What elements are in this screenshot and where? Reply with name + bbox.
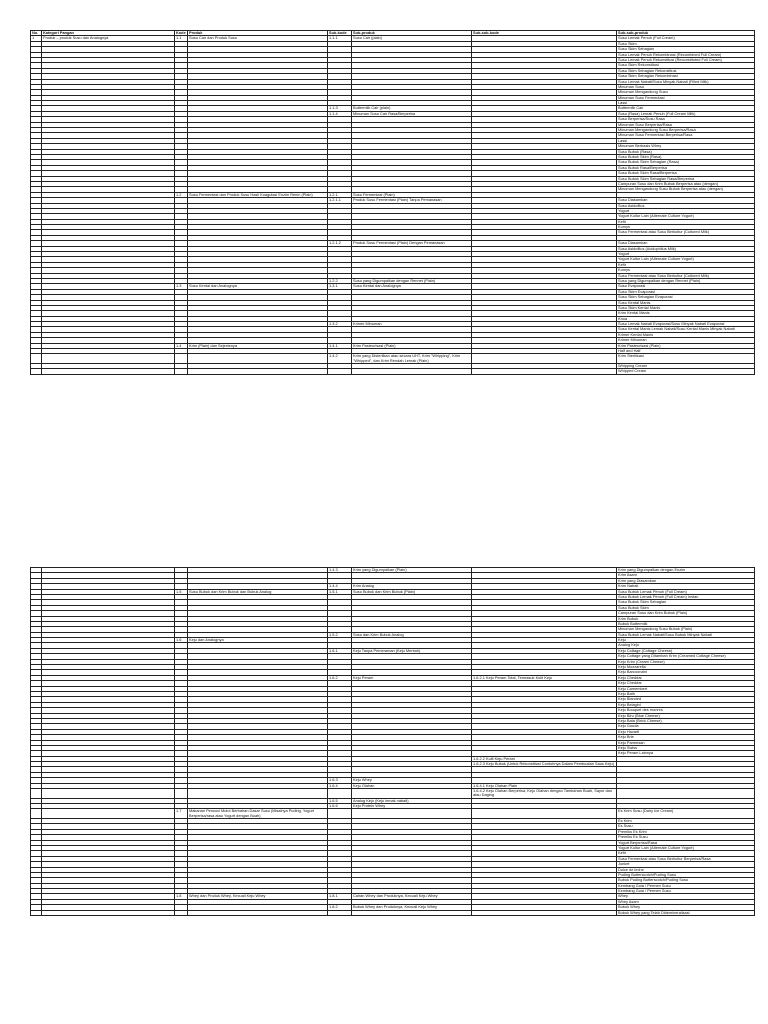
table-cell: 1.3.1 bbox=[328, 284, 352, 289]
table-cell: 1.6.3 bbox=[328, 778, 352, 783]
table-cell: Susu Cair dan Produk Susu bbox=[188, 36, 328, 41]
table-cell bbox=[175, 910, 188, 915]
table-cell: Yogurt Kultur Lain (Alternate Culture Yogurt) bbox=[617, 214, 755, 219]
table-cell bbox=[175, 369, 188, 374]
table-cell bbox=[42, 910, 175, 915]
table-cell: 1.1 bbox=[175, 36, 188, 41]
table-cell bbox=[31, 369, 42, 374]
table-cell: Bubuk Whey bbox=[617, 905, 755, 910]
table-cell: Campuran Susu dan Krim Bubuk Berperisa atau (dengan) bbox=[617, 181, 755, 186]
table-cell: 1.7 bbox=[175, 809, 188, 819]
table-cell: Susu Bubuk Lemak Penuh (Full Cream) Instan bbox=[617, 594, 755, 599]
table-cell: Minuman Susu Fermentasi bbox=[617, 95, 755, 100]
table-row bbox=[31, 910, 755, 915]
table-cell: Keju Protein Whey bbox=[352, 804, 472, 809]
table-cell bbox=[31, 910, 42, 915]
table-cell: 1.3.2 bbox=[328, 322, 352, 327]
table-cell: 1.6.6 bbox=[328, 804, 352, 809]
table-cell: Susu Asidofilus (Acidophilus Milk) bbox=[617, 246, 755, 251]
table-cell: Produk Susu Fermentasi (Plain) Tanpa Pemanasan bbox=[352, 198, 472, 203]
table-cell: Keju Krim (Cream Cheese) bbox=[617, 659, 755, 664]
table-cell: Keju Barcoonzini bbox=[617, 670, 755, 675]
table-cell: Susu Skim Kental Manis bbox=[617, 305, 755, 310]
table-cell: Krim Sterilisasi bbox=[617, 354, 755, 364]
table-cell: Krim Nabati bbox=[617, 584, 755, 589]
table-cell: 1.1.3 bbox=[328, 106, 352, 111]
table-cell: Krim Analog bbox=[352, 584, 472, 589]
table-cell: 1.5.1 bbox=[328, 589, 352, 594]
table-cell: Cairan Whey dan Produknya, Kecuali Keju Whey bbox=[352, 894, 472, 899]
table-cell: 1.6.2.3 Keju Bubuk (Untuk Rekonstitusi Contohnya Dalam Pembuatan Saus Keju) bbox=[472, 762, 617, 767]
table-cell: Susu Diasamkan bbox=[617, 241, 755, 246]
table-cell: 1.8.2 bbox=[328, 905, 352, 910]
table-cell: Keju Olahan bbox=[352, 783, 472, 788]
table-cell: Keju bbox=[617, 638, 755, 643]
column-header: Sub-kode bbox=[328, 31, 352, 36]
table-cell bbox=[31, 809, 42, 819]
table-cell bbox=[617, 789, 755, 799]
table-cell: Krim Pasteurisasi (Plain) bbox=[617, 343, 755, 348]
table-cell: Dulce de leche bbox=[617, 867, 755, 872]
table-cell: Keju Brie bbox=[617, 735, 755, 740]
table-cell: Bubuk Whey dan Produknya, Kecuali Keju Whey bbox=[352, 905, 472, 910]
table-row bbox=[31, 369, 755, 374]
table-cell: Krim yang Diasamkan bbox=[617, 578, 755, 583]
table-cell: Susu yang Digumpalkan dengan Rennet (Plain) bbox=[617, 278, 755, 283]
table-cell: Krim Kental Manis bbox=[617, 311, 755, 316]
table-cell: 1.6.1 bbox=[328, 648, 352, 653]
table-cell bbox=[352, 369, 472, 374]
table-cell bbox=[42, 354, 175, 364]
table-cell: Whipping Cream bbox=[617, 364, 755, 369]
food-category-table-top bbox=[30, 30, 755, 375]
column-header: Sub-sub-produk bbox=[617, 31, 755, 36]
table-cell: 1.8 bbox=[175, 894, 188, 899]
table-cell: Susu yang Digumpalkan dengan Rennet (Plain) bbox=[352, 278, 472, 283]
table-cell: Half and Half bbox=[617, 349, 755, 354]
table-cell: 1.6.2 bbox=[328, 675, 352, 680]
table-row bbox=[31, 354, 755, 364]
table-cell: Susu Lemak Nabati/Susu Minyak Nabati (Filled Milk) bbox=[617, 79, 755, 84]
table-cell: 1.5.2 bbox=[328, 632, 352, 637]
table-cell: Susu Skim Sebagian Evaporasi bbox=[617, 295, 755, 300]
table-cell bbox=[31, 354, 42, 364]
table-cell: Susu Kental dan Analognya bbox=[188, 284, 328, 289]
table-cell: 1.6.5 bbox=[328, 798, 352, 803]
table-cell: Krim Bubuk bbox=[617, 616, 755, 621]
table-cell: Susu Kental Manis bbox=[617, 300, 755, 305]
table-cell: Susu Berperisa/Susu Rasa bbox=[617, 117, 755, 122]
table-cell: Produk – produk Susu dan Analognya bbox=[42, 36, 175, 41]
table-cell: Kefir bbox=[617, 219, 755, 224]
table-cell: Krimer Minuman bbox=[617, 338, 755, 343]
table-cell: Minuman Berbasis Whey bbox=[617, 144, 755, 149]
table-cell: Keju Cheddar bbox=[617, 675, 755, 680]
table-cell bbox=[188, 354, 328, 364]
table-cell: Susu Bubuk Skim Rasa/Berperisa bbox=[617, 171, 755, 176]
table-cell: Minuman Susu bbox=[617, 84, 755, 89]
table-cell: Keju Belagini bbox=[617, 702, 755, 707]
table-cell: 1.2.1.2 bbox=[328, 241, 352, 246]
table-cell: Kefir bbox=[617, 262, 755, 267]
table-cell: Keju Parmesan bbox=[617, 740, 755, 745]
table-cell: Susu Skim bbox=[617, 41, 755, 46]
table-cell: Kumys bbox=[617, 225, 755, 230]
table-cell bbox=[328, 789, 352, 799]
table-cell: 1.4.1 bbox=[328, 343, 352, 348]
table-cell: 1.2.1.1 bbox=[328, 198, 352, 203]
table-cell: Susu Evaporasi bbox=[617, 284, 755, 289]
table-cell: Junket bbox=[617, 862, 755, 867]
table-cell bbox=[175, 789, 188, 799]
table-cell: Kembang Gula / Permen Susu bbox=[617, 889, 755, 894]
table-cell: Whey bbox=[617, 894, 755, 899]
table-cell: Susu Kental Manis Lemak Nabati/Susu Kental Manis Minyak Nabati bbox=[617, 327, 755, 332]
table-cell: 1 bbox=[31, 36, 42, 41]
table-cell: Krimer Kental Manis bbox=[617, 332, 755, 337]
table-cell: Keju Cheddar bbox=[617, 681, 755, 686]
table-cell bbox=[175, 354, 188, 364]
table-cell bbox=[352, 809, 472, 819]
table-cell: Keju Biru (Blue Cheese) bbox=[617, 713, 755, 718]
table-cell: Minuman Susu Fermentasi Berperisa/Rasa bbox=[617, 133, 755, 138]
column-header: Sub-produk bbox=[352, 31, 472, 36]
table-cell: Krim yang Disterilkan atau secara UHT, Krim "Whipping", Krim "Whipped", dan Krim Rendah Lemak (Plain) bbox=[352, 354, 472, 364]
table-cell: Susu Fermentasi atau Susu Berkultur (Cultured Milk) bbox=[617, 230, 755, 235]
table-cell: Premiks Es Krim bbox=[617, 829, 755, 834]
table-cell bbox=[472, 809, 617, 819]
table-cell: 1.2 bbox=[175, 192, 188, 197]
table-cell: Keju Cottage yang Ditambah Krim (Creamed Cottage Cheese) bbox=[617, 654, 755, 659]
table-cell: Krim yang Digumpalkan (Plain) bbox=[352, 568, 472, 573]
table-cell: Krim Asam bbox=[617, 573, 755, 578]
table-cell: Es Susu bbox=[617, 824, 755, 829]
table-cell: Susu Bubuk (Rasa) bbox=[617, 149, 755, 154]
table-cell: Puding Butterscotch/Puding Susu bbox=[617, 872, 755, 877]
table-cell: Minuman Mengandung Susu bbox=[617, 90, 755, 95]
table-cell: Buttermilk Cair bbox=[617, 106, 755, 111]
table-cell: 1.6.2.2 Kulit Keju Peram bbox=[472, 756, 617, 761]
table-cell: Keju Swiss bbox=[617, 745, 755, 750]
table-cell: Premiks Es Susu bbox=[617, 835, 755, 840]
table-cell: Susu Diasamkan bbox=[617, 198, 755, 203]
table-cell: Susu Fermentasi atau Susu Berkultur Berperisa/Rasa bbox=[617, 856, 755, 861]
table-row bbox=[31, 789, 755, 799]
table-cell bbox=[188, 789, 328, 799]
table-cell: Analog Keju bbox=[617, 643, 755, 648]
table-cell bbox=[42, 809, 175, 819]
column-header: Kode bbox=[176, 30, 186, 35]
table-cell: 1.5 bbox=[175, 589, 188, 594]
table-cell: Susu dan Krim Bubuk Analog bbox=[352, 632, 472, 637]
table-cell bbox=[472, 369, 617, 374]
table-cell: Keju Bath bbox=[617, 691, 755, 696]
food-category-table-bottom bbox=[30, 567, 755, 916]
table-cell bbox=[188, 910, 328, 915]
table-cell: Keju Whey bbox=[352, 778, 472, 783]
table-cell: Susu Bubuk Skim Sebagian Rasa/Berperisa bbox=[617, 176, 755, 181]
table-cell: Susu Bubuk Lemak Nabati/Susu Bubuk Minyak Nabati bbox=[617, 632, 755, 637]
table-cell: Susu Bubuk Rasa/Berperisa bbox=[617, 165, 755, 170]
table-cell: 1.4.3 bbox=[328, 568, 352, 573]
table-cell bbox=[328, 369, 352, 374]
table-cell: Susu Asidofilus bbox=[617, 203, 755, 208]
table-cell: Krim yang Digumpalkan dengan Enzim bbox=[617, 568, 755, 573]
table-cell: Minuman Susu Berperisa/Rasa bbox=[617, 122, 755, 127]
table-cell: Keju Havarti bbox=[617, 729, 755, 734]
table-cell: Keju Mozzarella bbox=[617, 665, 755, 670]
table-cell: Susu Bubuk Skim (Rasa) bbox=[617, 154, 755, 159]
table-cell: Susu (Rasa) Lemak Penuh (Full Cream Milk) bbox=[617, 111, 755, 116]
column-header: Produk bbox=[188, 31, 328, 36]
table-row bbox=[31, 809, 755, 819]
table-cell bbox=[42, 369, 175, 374]
table-cell: Minuman Mengandung Susu Bubuk (Plain) bbox=[617, 627, 755, 632]
table-cell: Krim (Plain) dan Sejenisnya bbox=[188, 343, 328, 348]
table-cell: Susu Lemak Penuh Rekonstitusi (Reconstituted Full Cream) bbox=[617, 57, 755, 62]
table-cell: Keju Peram bbox=[352, 675, 472, 680]
table-cell: Produk Susu Fermentasi (Plain) Dengan Pemanasan bbox=[352, 241, 472, 246]
table-cell bbox=[472, 910, 617, 915]
table-cell bbox=[472, 354, 617, 364]
table-cell: 1.8.1 bbox=[328, 894, 352, 899]
table-cell: 1.6.4.1 Keju Olahan Plain bbox=[472, 783, 617, 788]
table-cell: Minuman Mengandung Susu Bubuk Berperisa atau (dengan) bbox=[617, 187, 755, 192]
table-cell bbox=[328, 809, 352, 819]
table-cell: 1.6.4.2 Keju Olahan Berperisa, Keju Olahan dengan Tambahan Buah, Sayur dan atau Daging bbox=[472, 789, 617, 799]
table-cell: Buttermilk Cair (plain) bbox=[352, 106, 472, 111]
table-cell: Lassi bbox=[617, 138, 755, 143]
table-cell: Susu Skim Sebagian bbox=[617, 47, 755, 52]
table-cell: 1.4.4 bbox=[328, 584, 352, 589]
sheet-section-1 bbox=[30, 30, 754, 375]
table-cell: 1.4.2 bbox=[328, 354, 352, 364]
table-cell: Lassi bbox=[617, 101, 755, 106]
table-cell: Susu Bubuk Lemak Penuh (Full Cream) bbox=[617, 589, 755, 594]
table-cell: Whey dan Produk Whey, Kecuali Keju Whey bbox=[188, 894, 328, 899]
table-cell: Khoa bbox=[617, 316, 755, 321]
column-header: Sub-sub-kode bbox=[472, 31, 617, 36]
table-cell: Susu Lemak Penuh (Full Cream) bbox=[617, 36, 755, 41]
table-cell: Kefir bbox=[617, 851, 755, 856]
table-cell: Keju Bouquet des monres bbox=[617, 708, 755, 713]
table-cell: Yogurt Kultur Lain (Alternate Culture Yogurt) bbox=[617, 257, 755, 262]
table-cell: Es Krim Susu (Dairy Ice Cream) bbox=[617, 809, 755, 819]
table-cell: Susu Cair (plain) bbox=[352, 36, 472, 41]
table-cell: Whipped Cream bbox=[617, 369, 755, 374]
sheet-section-2 bbox=[30, 567, 754, 916]
table-cell: Susu Lemak Penuh Rekombinasi (Recombined Full Cream) bbox=[617, 52, 755, 57]
table-cell: 1.4 bbox=[175, 343, 188, 348]
table-cell: Susu Fermentasi (Plain) bbox=[352, 192, 472, 197]
table-cell: Susu Bubuk Skim bbox=[617, 605, 755, 610]
column-header: No. bbox=[31, 31, 42, 36]
table-cell: Keju Cottage (Cottage Cheese) bbox=[617, 648, 755, 653]
table-cell: Minuman Susu Cair Rasa/Berperisa bbox=[352, 111, 472, 116]
table-cell: 1.2.2 bbox=[328, 278, 352, 283]
table-cell: Krim Pasteurisasi (Plain) bbox=[352, 343, 472, 348]
table-cell: Makanan Pencuci Mulut Berbahan Dasar Susu (Misalnya Puding, Yogurt Berperisa/rasa atau Yogurt dengan Buah) bbox=[188, 809, 328, 819]
table-cell: Susu Skim Sebagian Rekombinasi bbox=[617, 74, 755, 79]
table-cell: 1.6.2.1 Keju Peram Total, Termasuk Kulit Keju bbox=[472, 675, 617, 680]
table-cell: Keju dan Analognya bbox=[188, 638, 328, 643]
table-cell: Bubuk Buttermilk bbox=[617, 621, 755, 626]
table-cell: 1.6 bbox=[175, 638, 188, 643]
table-cell: Yogurt bbox=[617, 252, 755, 257]
table-cell: Susu Kental dan Analognya bbox=[352, 284, 472, 289]
table-cell: Analog Keju (Keju lemak nabati) bbox=[352, 798, 472, 803]
table-cell: Campuran Susu dan Krim Bubuk (Plain) bbox=[617, 611, 755, 616]
table-cell: Keju Peram Lainnya bbox=[617, 751, 755, 756]
table-cell: Es Krim bbox=[617, 818, 755, 823]
table-cell: Whey Asam bbox=[617, 899, 755, 904]
table-cell: Keju Blanded bbox=[617, 697, 755, 702]
table-cell: Susu Lemak Nabati Evaporasi/Susu Minyak Nabati Evaporasi bbox=[617, 322, 755, 327]
table-cell: Susu Bubuk dan Krim Bubuk (Plain) bbox=[352, 589, 472, 594]
table-cell: Bubuk Whey yang Telah Didemineralisasi bbox=[617, 910, 755, 915]
table-cell: Yogurt Kultur Lain (Alternate Culture Yogurt) bbox=[617, 845, 755, 850]
table-cell: Keju Tanpa Pemeraman (Keju Mentah) bbox=[352, 648, 472, 653]
table-cell: Kumys bbox=[617, 268, 755, 273]
table-cell: 1.6.4 bbox=[328, 783, 352, 788]
table-cell: Susu Bubuk Skim Sebagian (Rasa) bbox=[617, 160, 755, 165]
table-cell: Susu Bubuk Skim Sebagian bbox=[617, 600, 755, 605]
table-cell: Yogurt bbox=[617, 208, 755, 213]
table-cell: Keju Bata (Brick Cheese) bbox=[617, 718, 755, 723]
table-cell: Susu Bubuk dan Krim Bubuk dan Bubuk Analog bbox=[188, 589, 328, 594]
table-cell bbox=[188, 369, 328, 374]
table-cell: Susu Skim Rekonstitusi bbox=[617, 63, 755, 68]
table-cell bbox=[352, 910, 472, 915]
table-cell: Kembang Gula / Permen Susu bbox=[617, 883, 755, 888]
table-cell bbox=[31, 789, 42, 799]
table-cell: Minuman Mengandung Susu Berperisa/Rasa bbox=[617, 128, 755, 133]
table-cell: Yogurt Berperisa/Rasa bbox=[617, 840, 755, 845]
column-header: Kategori Pangan bbox=[42, 31, 175, 36]
table-cell: Susu Fermentasi atau Susu Berkultur (Cultured Milk) bbox=[617, 273, 755, 278]
table-cell: 1.1.1 bbox=[328, 36, 352, 41]
table-cell bbox=[328, 910, 352, 915]
table-cell: Susu Skim Evaporasi bbox=[617, 289, 755, 294]
table-cell: Susu Skim Sebagian Rekonstitusi bbox=[617, 68, 755, 73]
table-cell: Keju Camembert bbox=[617, 686, 755, 691]
table-cell: Krimer Minuman bbox=[352, 322, 472, 327]
table-cell: 1.1.4 bbox=[328, 111, 352, 116]
table-cell: Bubuk Puding Butterscotch/Puding Susu bbox=[617, 878, 755, 883]
table-cell bbox=[42, 789, 175, 799]
table-cell: Keju Gouda bbox=[617, 724, 755, 729]
table-cell: Susu Fermentasi dan Produk Susu Hasil Koagulasi Enzim Renin (Plain) bbox=[188, 192, 328, 197]
table-cell: 1.3 bbox=[175, 284, 188, 289]
table-cell bbox=[352, 789, 472, 799]
table-cell: 1.2.1 bbox=[328, 192, 352, 197]
